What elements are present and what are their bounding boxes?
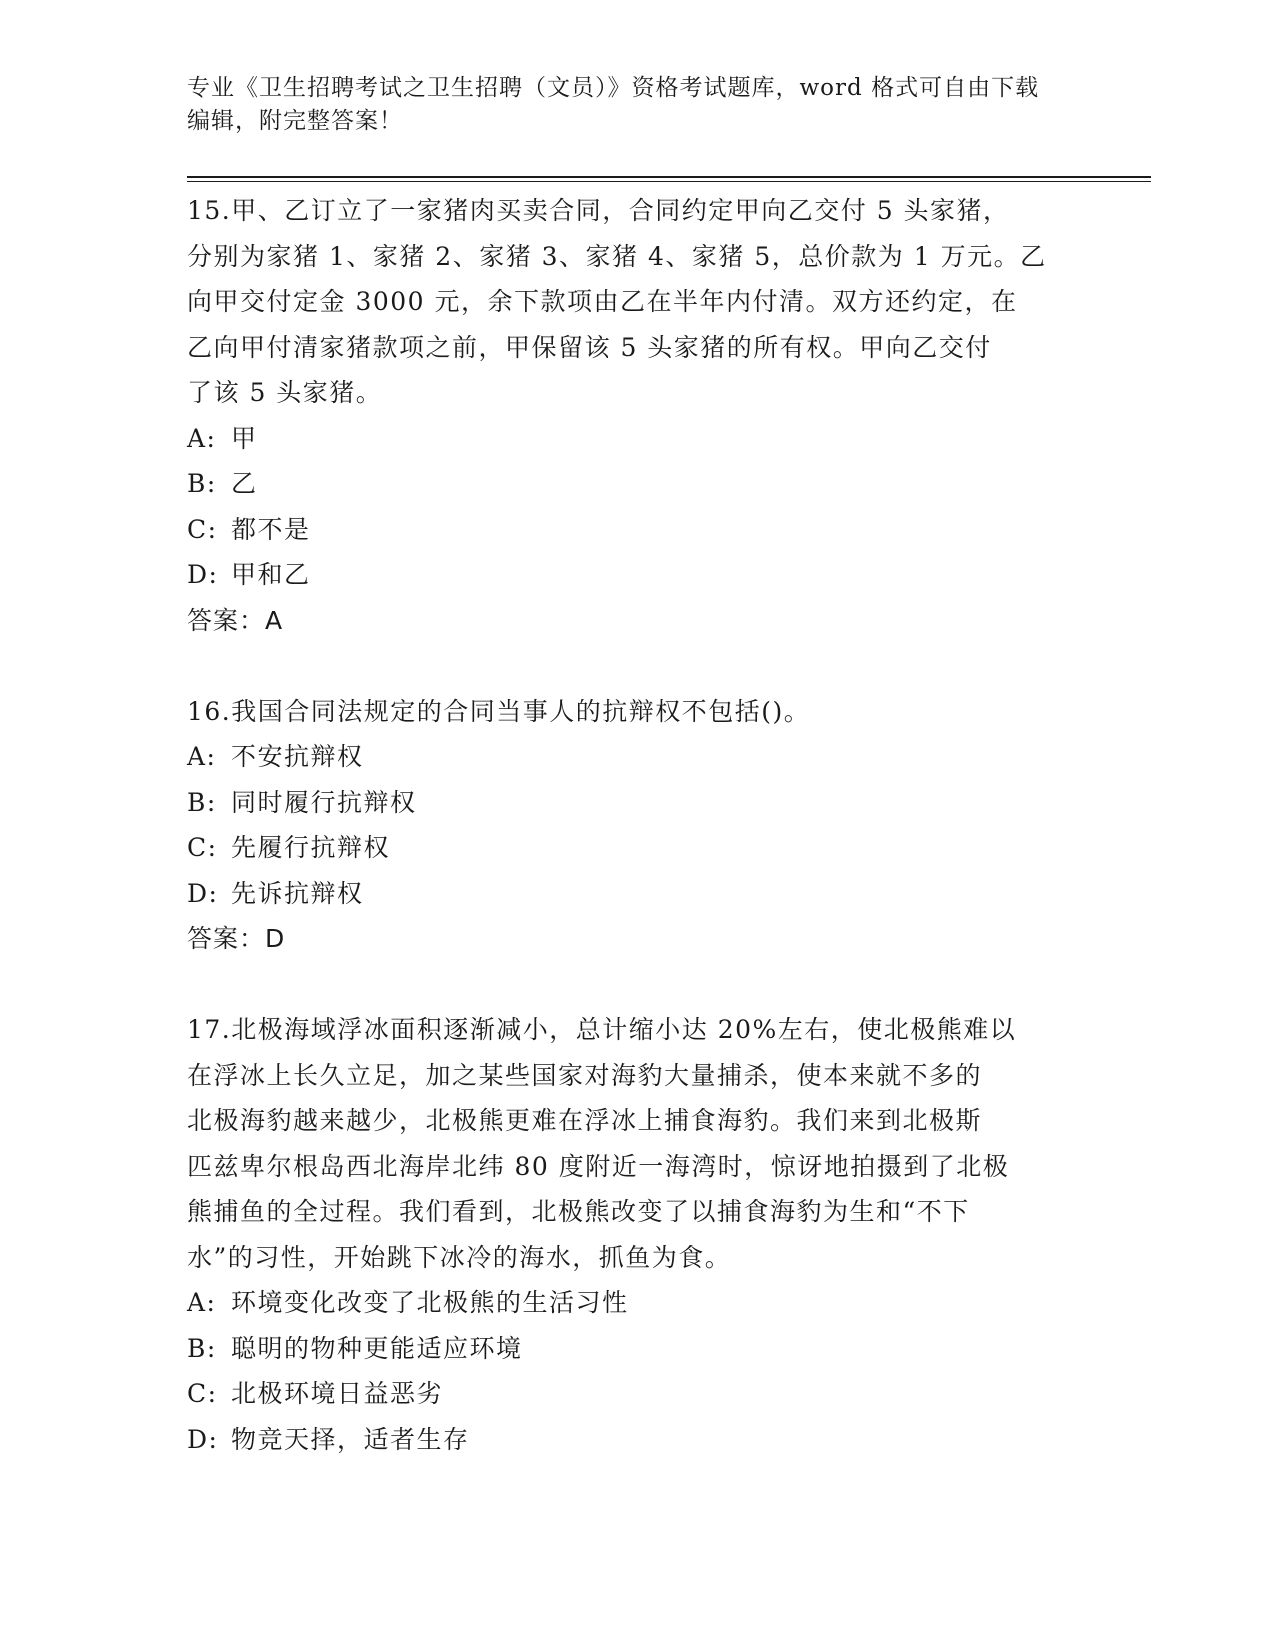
option-b — [187, 1326, 1087, 1372]
stem-line: 乙向甲付清家猪款项之前，甲保留该 5 头家猪的所有权。甲向乙交付 — [187, 332, 992, 362]
option-text: 乙 — [231, 469, 258, 498]
option-key: B: — [187, 787, 217, 817]
option-key: D: — [187, 560, 219, 589]
option-key: C: — [187, 1379, 218, 1408]
question-17 — [187, 1007, 1087, 1462]
option-c — [187, 825, 1087, 871]
header-rule-thick — [187, 176, 1151, 178]
question-16 — [187, 689, 1087, 962]
stem-line: 北极海豹越来越少，北极熊更难在浮冰上捕食海豹。我们来到北极斯 — [187, 1106, 983, 1135]
question-15 — [187, 188, 1087, 643]
option-d — [187, 871, 1087, 917]
option-key: D: — [187, 878, 219, 908]
option-text: 不安抗辩权 — [231, 742, 364, 771]
header-line-1: 专业《卫生招聘考试之卫生招聘（文员）》资格考试题库，word 格式可自由下载 — [187, 75, 1040, 101]
option-key: A: — [187, 742, 217, 771]
option-a — [187, 1280, 1087, 1326]
option-key: D: — [187, 1424, 219, 1454]
option-key: B: — [187, 1333, 217, 1363]
option-text: 甲 — [231, 423, 258, 453]
option-c — [187, 507, 1087, 553]
stem-line: 向甲交付定金 3000 元，余下款项由乙在半年内付清。双方还约定，在 — [187, 287, 1018, 316]
option-key: B: — [187, 469, 217, 498]
option-text: 聪明的物种更能适应环境 — [231, 1333, 523, 1363]
option-b — [187, 461, 1087, 507]
question-spacer — [187, 962, 1087, 1008]
option-d — [187, 552, 1087, 598]
option-b — [187, 780, 1087, 826]
stem-line: 了该 5 头家猪。 — [187, 378, 383, 407]
option-a — [187, 734, 1087, 780]
question-stem — [187, 188, 1087, 416]
question-list — [187, 188, 1087, 1462]
option-key: A: — [187, 423, 217, 453]
option-text: 甲和乙 — [231, 560, 311, 589]
answer-line: 答案：D — [187, 924, 286, 953]
stem-line: 匹兹卑尔根岛西北海岸北纬 80 度附近一海湾时，惊讶地拍摄到了北极 — [187, 1151, 1010, 1181]
header-line-2: 编辑，附完整答案！ — [187, 108, 403, 134]
question-stem — [187, 689, 1087, 735]
stem-line: 15.甲、乙订立了一家猪肉买卖合同，合同约定甲向乙交付 5 头家猪， — [187, 196, 1010, 225]
stem-line: 熊捕鱼的全过程。我们看到，北极熊改变了以捕食海豹为生和“不下 — [187, 1197, 970, 1226]
stem-line: 16.我国合同法规定的合同当事人的抗辩权不包括()。 — [187, 696, 811, 726]
stem-line: 17.北极海域浮冰面积逐渐减小，总计缩小达 20%左右，使北极熊难以 — [187, 1015, 1017, 1044]
stem-line: 分别为家猪 1、家猪 2、家猪 3、家猪 4、家猪 5，总价款为 1 万元。乙 — [187, 241, 1047, 271]
option-key: C: — [187, 833, 218, 862]
option-text: 先履行抗辩权 — [231, 833, 391, 862]
option-key: C: — [187, 514, 218, 544]
option-text: 物竞天择，适者生存 — [231, 1424, 470, 1454]
header-rule-thin — [187, 181, 1151, 182]
stem-line: 水”的习性，开始跳下冰冷的海水，抓鱼为食。 — [187, 1242, 732, 1272]
option-a — [187, 416, 1087, 462]
option-d — [187, 1417, 1087, 1463]
option-text: 北极环境日益恶劣 — [231, 1379, 444, 1408]
option-text: 环境变化改变了北极熊的生活习性 — [231, 1288, 629, 1317]
option-c — [187, 1371, 1087, 1417]
document-header — [187, 72, 1087, 138]
option-text: 都不是 — [231, 514, 311, 544]
question-stem — [187, 1007, 1087, 1280]
option-text: 同时履行抗辩权 — [231, 787, 417, 817]
answer-line: 答案：A — [187, 605, 284, 635]
option-key: A: — [187, 1288, 217, 1317]
stem-line: 在浮冰上长久立足，加之某些国家对海豹大量捕杀，使本来就不多的 — [187, 1060, 983, 1090]
option-text: 先诉抗辩权 — [231, 878, 364, 908]
question-spacer — [187, 643, 1087, 689]
